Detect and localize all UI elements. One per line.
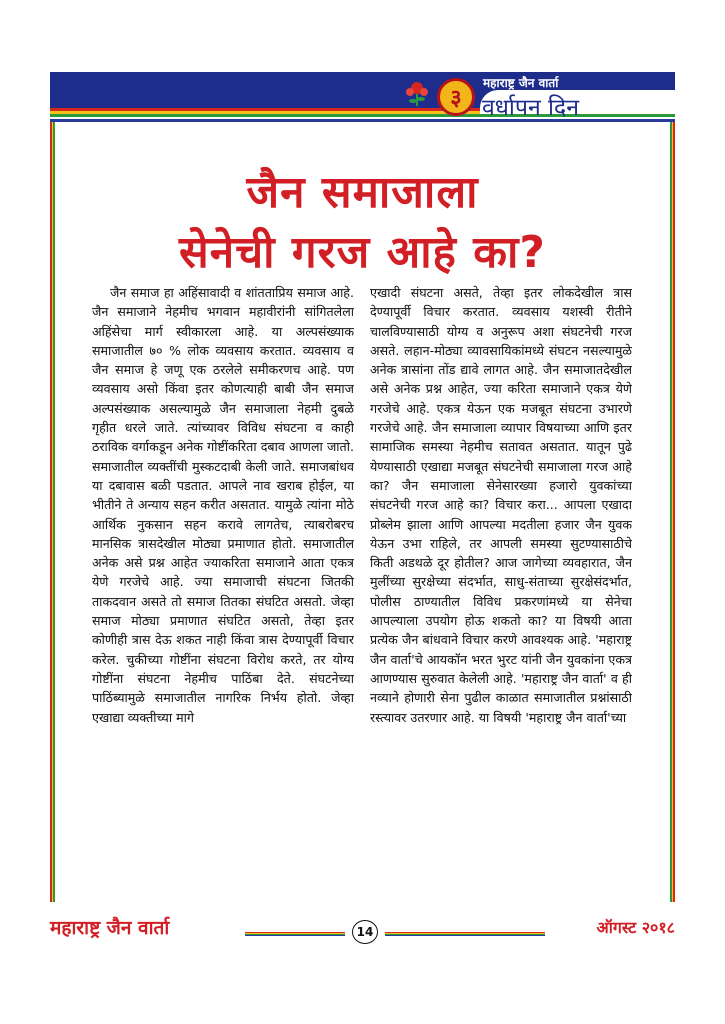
left-border-stripes <box>50 122 55 902</box>
footer-publication-name: महाराष्ट्र जैन वार्ता <box>50 917 170 939</box>
header-banner <box>50 72 675 122</box>
footer-stripe-right <box>385 932 545 936</box>
banner-publication-name: महाराष्ट्र जैन वार्ता <box>483 76 559 90</box>
page-footer <box>40 906 685 946</box>
badge-number: ३ <box>450 85 462 111</box>
headline-line-2: सेनेची गरज आहे का? <box>179 227 546 278</box>
headline-line-1: जैन समाजाला <box>246 167 479 218</box>
article-left-column: जैन समाज हा अहिंसावादी व शांतताप्रिय समाज आहे. जैन समाजाने नेहमीच भगवान महावीरांनी सांगितलेला अहिंसेचा मार्ग स्वीकारला आहे. या अल्पसंख्याक समाजातील ७० % लोक व्यवसाय करतात. व्यवसाय व जैन समाज हे जणू एक ठरलेले समीकरणच आहे. पण व्यवसाय असो किंवा इतर कोणत्याही बाबी जैन समाज अल्पसंख्याक असल्यामुळे जैन समाजाला नेहमी दुबळे गृहीत धरले जाते. त्यांच्यावर विविध संघटना व काही ठराविक वर्गाकडून अनेक गोष्टींकरिता दबाव आणला जातो. समाजातील व्यक्तींची मुस्कटदाबी केली जाते. समाजबांधव या दबावास बळी पडतात. आपले नाव खराब होईल, या भीतीने ते अन्याय सहन करीत असतात. यामुळे त्यांना मोठे आर्थिक नुकसान सहन करावे लागतेच, त्याबरोबरच मानसिक त्रासदेखील मोठ्या प्रमाणात होतो. समाजातील अनेक असे प्रश्न आहेत ज्याकरिता समाजाने आता एकत्र येणे गरजेचे आहे. ज्या समाजाची संघटना जितकी ताकदवान असते तो समाज तितका संघटित असतो. जेव्हा समाज मोठ्या प्रमाणात संघटित असतो, तेव्हा इतर कोणीही त्रास देऊ शकत नाही किंवा त्रास देण्यापूर्वी विचार करेल. चुकीच्या गोष्टींना संघटना विरोध करते, तर योग्य गोष्टींना संघटना नेहमीच पाठिंबा देते. संघटनेच्या पाठिंब्यामुळे समाजातील नागरिक निर्भय होतो. जेव्हा एखाद्या व्यक्तीच्या मागे <box>92 285 354 725</box>
anniversary-badge <box>437 78 475 116</box>
article-right-column: एखादी संघटना असते, तेव्हा इतर लोकदेखील त्रास देण्यापूर्वी विचार करतात. व्यवसाय यशस्वी रीतीने चालविण्यासाठी योग्य व अनुरूप अशा संघटनेची गरज असते. लहान-मोठ्या व्यावसायिकांमध्ये संघटन नसल्यामुळे अनेक त्रासांना तोंड द्यावे लागत आहे. जैन समाजातदेखील असे अनेक प्रश्न आहेत, ज्या करिता समाजाने एकत्र येणे गरजेचे आहे. एकत्र येऊन एक मजबूत संघटना उभारणे गरजेचे आहे. जैन समाजाला व्यापार विषयाच्या आणि इतर सामाजिक समस्या नेहमीच सतावत असतात. यातून पुढे येण्यासाठी एखाद्या मजबूत संघटनेची समाजाला गरज आहे का? जैन समाजाला सेनेसारख्या हजारो युवकांच्या संघटनेची गरज आहे का? विचार करा... आपला एखादा प्रोब्लेम झाला आणि आपल्या मदतीला हजार जैन युवक येऊन उभा राहिले, तर आपली समस्या सुटण्यासाठीचे किती अडथळे दूर होतील? आज जागेच्या व्यवहारात, जैन मुलींच्या सुरक्षेच्या संदर्भात, साधु-संताच्या सुरक्षेसंदर्भात, पोलीस ठाण्यातील विविध प्रकरणांमध्ये या सेनेचा आपल्याला उपयोग होऊ शकतो का? या विषयी आता प्रत्येक जैन बांधवाने विचार करणे आवश्यक आहे. 'महाराष्ट्र जैन वार्ता'चे आयकॉन भरत भुरट यांनी जैन युवकांना एकत्र आणण्यास सुरुवात केलेली आहे. 'महाराष्ट्र जैन वार्ता' व ही नव्याने होणारी सेना पुढील काळात समाजातील प्रश्नांसाठी रस्त्यावर उतरणार आहे. या विषयी 'महाराष्ट्र जैन वार्ता'च्या <box>370 285 632 725</box>
banner-anniversary-label: वर्धापन दिन <box>482 95 579 121</box>
flower-icon <box>400 74 434 108</box>
footer-issue-date: ऑगस्ट २०१८ <box>596 918 675 937</box>
right-border-stripes <box>670 122 675 902</box>
footer-stripe-left <box>245 932 345 936</box>
page-number: 14 <box>352 920 378 944</box>
